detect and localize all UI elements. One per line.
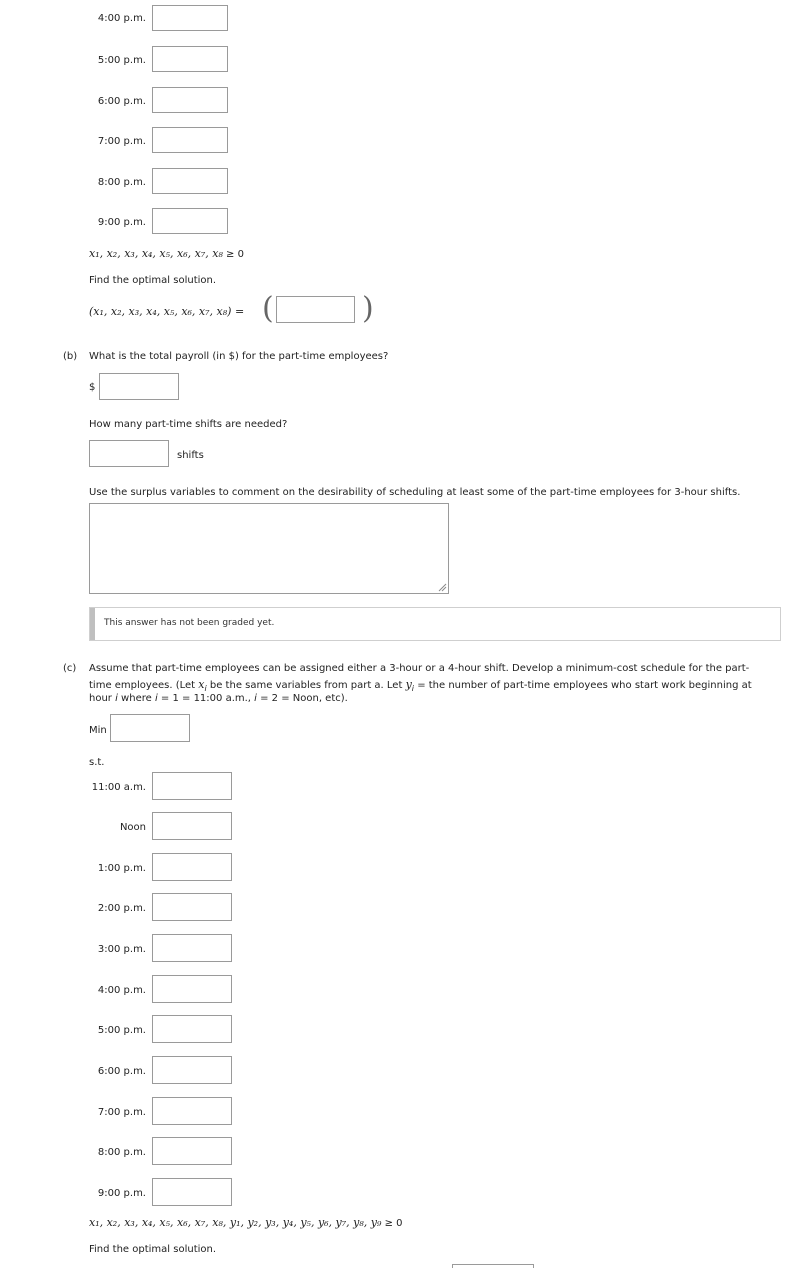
c-constraint-input-4pm[interactable] <box>152 975 232 1003</box>
c-constraint-input-5pm[interactable] <box>152 1015 232 1043</box>
grading-status-bar <box>90 608 95 640</box>
grading-status-message: This answer has not been graded yet. <box>104 618 275 628</box>
surplus-question: Use the surplus variables to comment on the desirability of scheduling at least some of the part-time employees for 3-hour shifts. <box>89 487 741 498</box>
c-constraint-label-5pm: 5:00 p.m. <box>97 1025 146 1036</box>
var-x-sub: i <box>204 684 207 693</box>
part-c-line1: Assume that part-time employees can be assigned either a 3-hour or a 4-hour shift. Develop a minimum-cost schedule for the part- <box>89 663 750 674</box>
var-i-3: i <box>254 693 257 704</box>
constraint-input-7pm[interactable] <box>152 127 228 153</box>
st-label: s.t. <box>89 757 105 768</box>
constraint-input-6pm[interactable] <box>152 87 228 113</box>
c-constraint-label-2pm: 2:00 p.m. <box>97 903 146 914</box>
nonneg-vars-c: x₁, x₂, x₃, x₄, x₅, x₆, x₇, x₈, y₁, y₂, y₃, y₄, y₅, y₆, y₇, y₈, y₉ <box>89 1216 382 1229</box>
close-paren: ) <box>362 291 374 326</box>
surplus-comment-textarea[interactable] <box>89 503 449 594</box>
part-c-line3 <box>89 693 348 704</box>
c-constraint-label-4pm: 4:00 p.m. <box>97 985 146 996</box>
var-x: x <box>198 678 205 691</box>
part-c-line3-a: hour <box>89 693 116 704</box>
constraint-label-5pm: 5:00 p.m. <box>97 55 146 66</box>
open-paren: ( <box>262 291 274 326</box>
c-constraint-input-2pm[interactable] <box>152 893 232 921</box>
resize-grip-icon[interactable] <box>437 582 447 592</box>
part-b-label: (b) <box>63 351 78 362</box>
var-y-sub: i <box>411 684 415 693</box>
c-constraint-input-11am[interactable] <box>152 772 232 800</box>
find-optimal-a: Find the optimal solution. <box>89 275 217 286</box>
constraint-input-8pm[interactable] <box>152 168 228 194</box>
constraint-label-7pm: 7:00 p.m. <box>97 136 146 147</box>
part-b-question: What is the total payroll (in $) for the part-time employees? <box>89 351 389 362</box>
shifts-question: How many part-time shifts are needed? <box>89 419 288 430</box>
constraint-label-9pm: 9:00 p.m. <box>97 217 146 228</box>
var-i-1: i <box>115 693 118 704</box>
objective-input[interactable] <box>110 714 190 742</box>
part-c-line2-c: = the number of part-time employees who start work beginning at <box>414 680 752 691</box>
part-c-line3-c: = 1 = 11:00 a.m., <box>157 693 255 704</box>
part-c-line2 <box>89 678 752 693</box>
constraint-input-9pm[interactable] <box>152 208 228 234</box>
nonneg-constraint-a <box>89 247 244 260</box>
min-label: Min <box>89 725 107 736</box>
c-constraint-input-noon[interactable] <box>152 812 232 840</box>
shifts-input[interactable] <box>89 440 169 467</box>
part-c-label: (c) <box>63 663 77 674</box>
optimal-solution-input-c[interactable] <box>452 1264 534 1268</box>
constraint-label-4pm: 4:00 p.m. <box>97 13 146 24</box>
shifts-unit: shifts <box>177 450 204 461</box>
c-constraint-input-7pm[interactable] <box>152 1097 232 1125</box>
c-constraint-label-11am: 11:00 a.m. <box>91 782 146 793</box>
c-constraint-label-7pm: 7:00 p.m. <box>97 1107 146 1118</box>
part-c-line3-d: = 2 = Noon, etc). <box>256 693 348 704</box>
c-constraint-label-3pm: 3:00 p.m. <box>97 944 146 955</box>
constraint-label-6pm: 6:00 p.m. <box>97 96 146 107</box>
c-constraint-label-1pm: 1:00 p.m. <box>97 863 146 874</box>
c-constraint-input-6pm[interactable] <box>152 1056 232 1084</box>
c-constraint-label-9pm: 9:00 p.m. <box>97 1188 146 1199</box>
part-c-line2-a: time employees. (Let <box>89 680 199 691</box>
constraint-input-4pm[interactable] <box>152 5 228 31</box>
c-constraint-input-3pm[interactable] <box>152 934 232 962</box>
part-c-line2-b: be the same variables from part a. Let <box>206 680 406 691</box>
solution-vars-a <box>89 305 244 318</box>
solution-vars-label: (x₁, x₂, x₃, x₄, x₅, x₆, x₇, x₈) = <box>89 305 245 318</box>
nonneg-vars-a: x₁, x₂, x₃, x₄, x₅, x₆, x₇, x₈ <box>89 247 223 260</box>
constraint-label-8pm: 8:00 p.m. <box>97 177 146 188</box>
c-constraint-label-noon: Noon <box>119 822 146 833</box>
var-y: y <box>405 678 412 691</box>
c-constraint-label-8pm: 8:00 p.m. <box>97 1147 146 1158</box>
c-constraint-input-9pm[interactable] <box>152 1178 232 1206</box>
nonneg-sign-c: ≥ 0 <box>384 1218 403 1229</box>
payroll-input[interactable] <box>99 373 179 400</box>
grading-status-box <box>89 607 781 641</box>
nonneg-constraint-c <box>89 1216 403 1229</box>
c-constraint-input-1pm[interactable] <box>152 853 232 881</box>
constraint-input-5pm[interactable] <box>152 46 228 72</box>
c-constraint-input-8pm[interactable] <box>152 1137 232 1165</box>
var-i-2: i <box>154 693 158 704</box>
dollar-sign: $ <box>89 382 96 393</box>
find-optimal-c: Find the optimal solution. <box>89 1244 217 1255</box>
c-constraint-label-6pm: 6:00 p.m. <box>97 1066 146 1077</box>
optimal-solution-input-a[interactable] <box>276 296 355 323</box>
part-c-line3-b: where <box>117 693 155 704</box>
nonneg-sign-a: ≥ 0 <box>226 249 244 260</box>
